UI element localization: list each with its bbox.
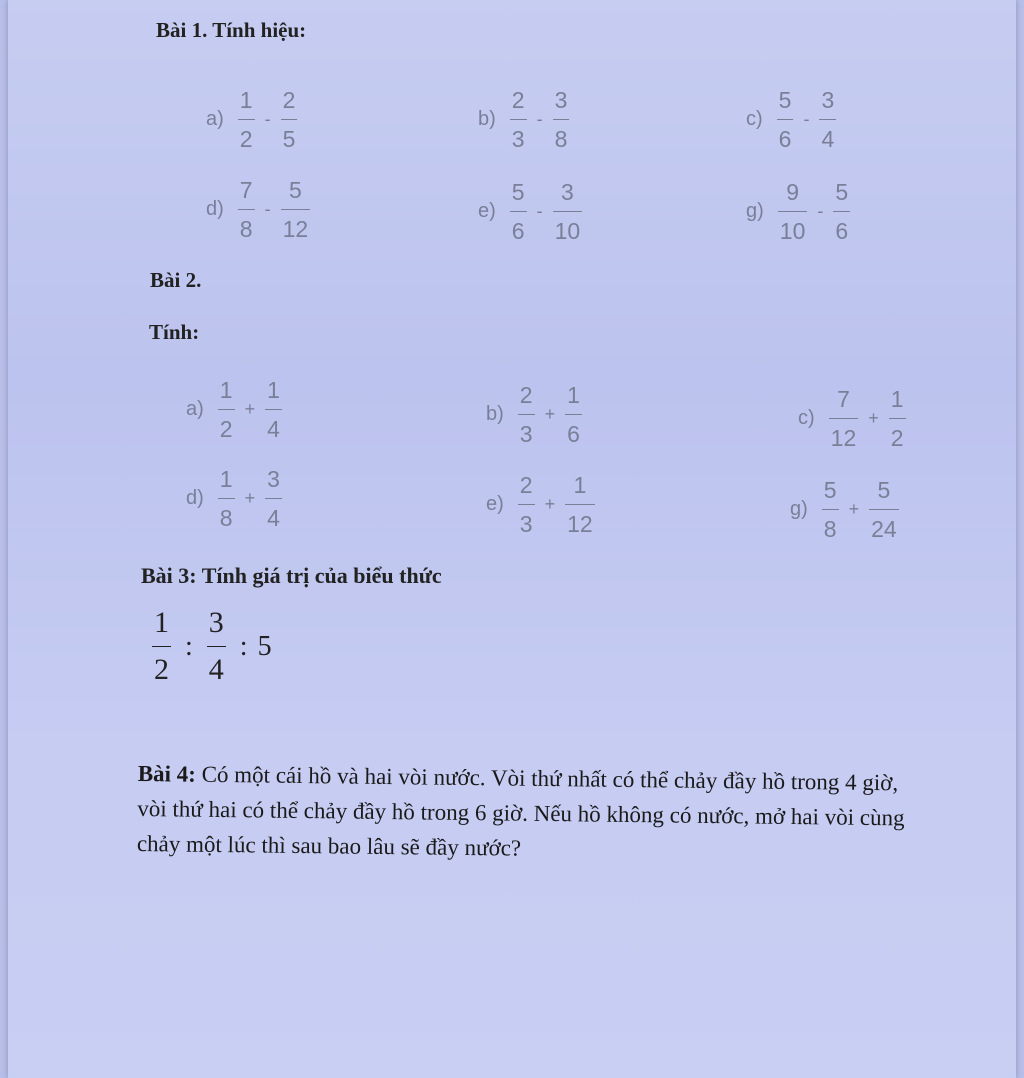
fraction-bar	[553, 211, 583, 212]
bai4-paragraph	[137, 756, 928, 871]
numerator: 1	[267, 377, 280, 403]
denominator: 2	[890, 425, 904, 451]
denominator: 5	[282, 126, 296, 152]
problem-item	[486, 473, 599, 536]
fraction	[518, 473, 535, 536]
problem-item	[798, 387, 910, 450]
fraction	[218, 378, 235, 441]
problem-label: b)	[486, 403, 504, 425]
fraction-bar	[819, 119, 836, 120]
fraction	[238, 88, 255, 151]
fraction-bar	[510, 211, 527, 212]
numerator: 5	[511, 179, 525, 205]
bai4-label: Bài 4:	[137, 760, 197, 787]
operator: +	[244, 399, 256, 419]
operator: +	[244, 488, 256, 508]
fraction-bar	[238, 119, 255, 120]
fraction	[238, 178, 255, 241]
problem-label: d)	[206, 198, 224, 220]
fraction-bar	[889, 418, 906, 419]
denominator: 2	[219, 416, 233, 442]
numerator: 5	[778, 87, 792, 113]
denominator: 8	[239, 216, 253, 242]
fraction	[829, 387, 859, 450]
denominator: 24	[871, 516, 897, 542]
problem-item	[746, 88, 840, 151]
fraction	[822, 478, 839, 541]
problem-label: g)	[746, 200, 764, 222]
numerator: 2	[511, 87, 525, 113]
fraction	[833, 180, 850, 243]
fraction	[281, 88, 298, 151]
fraction-bar	[518, 414, 535, 415]
fraction	[265, 378, 282, 441]
fraction-bar	[869, 509, 899, 510]
fraction-bar	[265, 498, 282, 499]
bai4-text: Có một cái hồ và hai vòi nước. Vòi thứ nhất có thể chảy đầy hồ trong 4 giờ, vòi thứ hai có thể chảy đầy hồ trong 6 giờ. Nếu hồ không có nước, mở hai vòi cùng chảy một lúc thì sau bao lâu sẽ đầy nước?	[136, 761, 905, 861]
operator: -	[536, 109, 543, 129]
denominator: 4	[821, 126, 835, 152]
fraction-bar	[565, 504, 595, 505]
problem-item	[206, 88, 301, 151]
denominator: 3	[519, 421, 533, 447]
problem-label: b)	[478, 108, 496, 130]
problem-label: c)	[746, 108, 763, 130]
denominator: 2	[239, 126, 253, 152]
denominator: 6	[835, 218, 849, 244]
operator: -	[264, 109, 271, 129]
fraction	[778, 180, 808, 243]
numerator: 5	[835, 179, 849, 205]
denominator: 4	[267, 505, 280, 531]
numerator: 7	[239, 177, 253, 203]
denominator: 10	[554, 218, 581, 244]
numerator: 2	[519, 472, 533, 498]
denominator: 4	[267, 416, 280, 442]
expr-fraction-1	[152, 608, 171, 685]
fraction-bar	[778, 211, 808, 212]
denominator: 4	[208, 653, 224, 686]
fraction-bar	[553, 119, 570, 120]
fraction	[518, 383, 535, 446]
numerator: 9	[786, 179, 799, 205]
fraction	[553, 180, 583, 243]
problem-label: e)	[486, 493, 504, 515]
denominator: 3	[519, 511, 533, 537]
fraction-bar	[281, 119, 298, 120]
fraction-bar	[565, 414, 582, 415]
denominator: 12	[567, 511, 593, 537]
numerator: 1	[890, 386, 904, 412]
bai3-expression	[148, 608, 282, 685]
operator: :	[239, 630, 248, 662]
bai3-heading: Bài 3: Tính giá trị của biểu thức	[141, 563, 442, 588]
problem-label: a)	[206, 108, 224, 130]
problem-label: c)	[798, 407, 815, 429]
fraction-bar	[822, 509, 839, 510]
operator: -	[536, 201, 543, 221]
fraction	[777, 88, 794, 151]
denominator: 8	[219, 505, 233, 531]
numerator: 3	[208, 606, 224, 639]
denominator: 12	[282, 216, 309, 242]
numerator: 1	[239, 87, 253, 113]
numerator: 1	[219, 377, 233, 403]
fraction-bar	[281, 209, 311, 210]
fraction	[869, 478, 899, 541]
bai2-subheading: Tính:	[149, 320, 200, 344]
fraction	[553, 88, 570, 151]
fraction	[889, 387, 906, 450]
fraction-bar	[218, 498, 235, 499]
numerator: 5	[288, 177, 302, 203]
operator: -	[817, 201, 824, 221]
denominator: 6	[778, 126, 792, 152]
expr-last-number: 5	[257, 630, 272, 662]
denominator: 12	[830, 425, 857, 451]
fraction-bar	[265, 409, 282, 410]
fraction	[565, 383, 582, 446]
problem-item	[746, 180, 854, 243]
operator: +	[544, 494, 556, 514]
numerator: 1	[573, 472, 587, 498]
numerator: 5	[877, 477, 891, 503]
numerator: 7	[837, 386, 850, 412]
fraction	[281, 178, 311, 241]
worksheet-page	[8, 0, 1016, 1078]
fraction	[510, 180, 527, 243]
fraction-bar	[218, 409, 235, 410]
operator: +	[848, 499, 860, 519]
numerator: 3	[554, 87, 568, 113]
operator: +	[544, 404, 556, 424]
expr-fraction-2	[207, 608, 226, 685]
fraction	[565, 473, 595, 536]
problem-item	[186, 378, 286, 441]
fraction	[265, 467, 282, 530]
fraction-bar	[829, 418, 859, 419]
problem-item	[186, 467, 286, 530]
numerator: 1	[154, 606, 169, 639]
fraction-bar	[152, 646, 171, 647]
numerator: 3	[560, 179, 574, 205]
problem-item	[478, 180, 586, 243]
problem-label: d)	[186, 487, 204, 509]
problem-item	[206, 178, 314, 241]
operator: -	[803, 109, 810, 129]
fraction	[218, 467, 235, 530]
numerator: 3	[267, 466, 280, 492]
fraction	[819, 88, 836, 151]
numerator: 3	[821, 87, 835, 113]
numerator: 2	[519, 382, 533, 408]
problem-item	[790, 478, 903, 541]
fraction-bar	[833, 211, 850, 212]
operator: -	[264, 199, 271, 219]
fraction-bar	[510, 119, 527, 120]
fraction-bar	[238, 209, 255, 210]
denominator: 10	[779, 218, 806, 244]
fraction-bar	[777, 119, 794, 120]
numerator: 1	[567, 382, 580, 408]
problem-label: a)	[186, 398, 204, 420]
bai2-heading: Bài 2.	[150, 268, 202, 292]
operator: +	[868, 408, 879, 428]
denominator: 6	[511, 218, 525, 244]
problem-item	[486, 383, 586, 446]
problem-label: g)	[790, 498, 808, 520]
numerator: 2	[282, 87, 296, 113]
denominator: 3	[511, 126, 525, 152]
fraction-bar	[518, 504, 535, 505]
denominator: 6	[567, 421, 580, 447]
numerator: 1	[219, 466, 233, 492]
bai1-heading: Bài 1. Tính hiệu:	[156, 18, 307, 42]
problem-label: e)	[478, 200, 496, 222]
fraction-bar	[207, 646, 226, 647]
fraction	[510, 88, 527, 151]
operator: :	[185, 630, 193, 662]
denominator: 8	[554, 126, 568, 152]
numerator: 5	[823, 477, 837, 503]
denominator: 8	[823, 516, 837, 542]
problem-item	[478, 88, 573, 151]
denominator: 2	[154, 653, 169, 686]
